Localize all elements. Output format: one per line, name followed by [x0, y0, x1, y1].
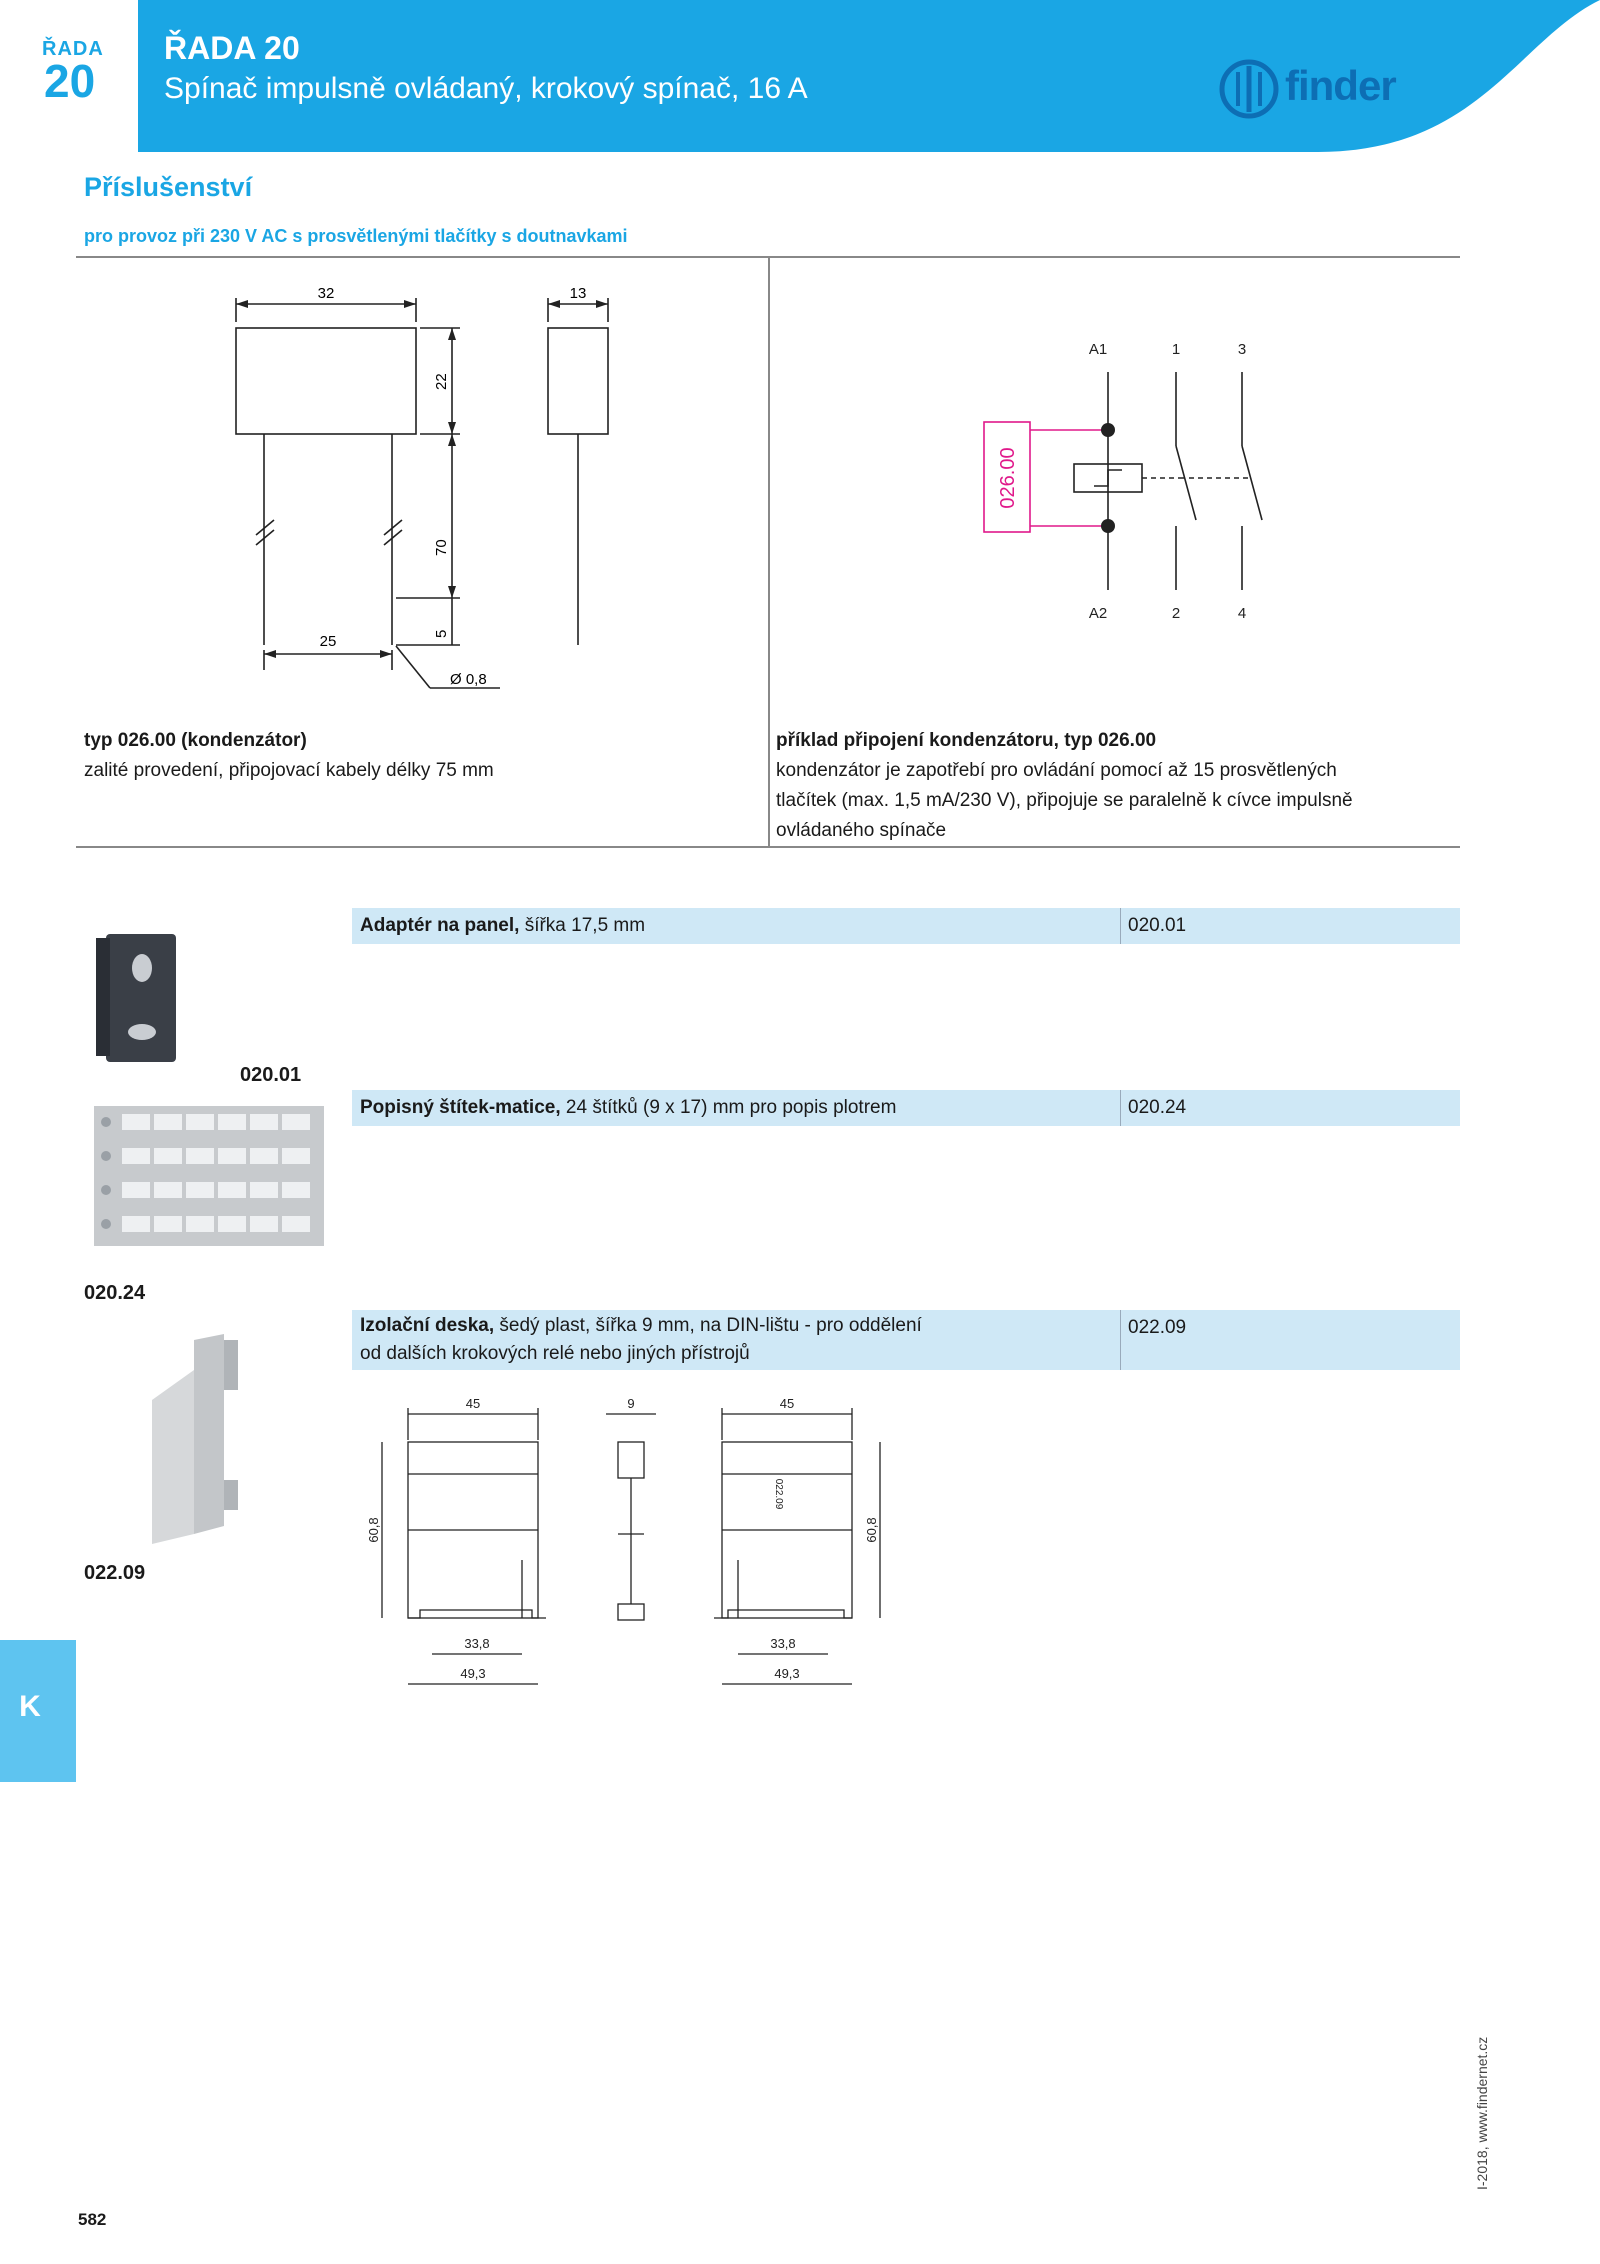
- dim-inner-left: 33,8: [464, 1636, 490, 1651]
- dim-diameter: Ø 0,8: [450, 671, 487, 688]
- accessory-row: [352, 908, 1460, 944]
- dim-outer-left: 49,3: [460, 1666, 486, 1681]
- panel-adapter-image: [96, 928, 196, 1068]
- dim-depth: 13: [569, 285, 587, 302]
- dim-pitch: 25: [319, 633, 337, 650]
- dim-plate-thickness: 9: [627, 1396, 635, 1411]
- section-tab-label: K: [19, 1690, 41, 1723]
- image-label: 020.24: [84, 1282, 146, 1304]
- dim-inner-right: 33,8: [770, 1636, 796, 1651]
- dim-outer-right: 49,3: [774, 1666, 800, 1681]
- image-label: 022.09: [84, 1562, 146, 1584]
- accessory-row: [352, 1090, 1460, 1126]
- accessory-text: Izolační deska, šedý plast, šířka 9 mm, na DIN-lištu - pro oddělení od dalších krokových relé nebo jiných přístrojů: [360, 1315, 922, 1364]
- page-number: 582: [78, 2210, 107, 2229]
- capacitor-info: [84, 726, 494, 786]
- series-label: ŘADA: [42, 38, 104, 60]
- connection-line-3: ovládaného spínače: [776, 820, 947, 841]
- page-title: ŘADA 20: [164, 30, 300, 66]
- capacitor-title: typ 026.00 (kondenzátor): [84, 730, 307, 751]
- terminal-3: 3: [1237, 341, 1247, 358]
- finder-logo-icon: [1218, 58, 1280, 120]
- terminal-2: 2: [1171, 605, 1181, 622]
- capacitor-desc: zalité provedení, připojovací kabely délky 75 mm: [84, 760, 494, 781]
- accessory-code: 022.09: [1128, 1317, 1187, 1338]
- capacitor-label: 026.00: [997, 447, 1019, 509]
- capacitor-dimension-drawing: [220, 270, 640, 710]
- footer-text: I-2018, www.findernet.cz: [1474, 2036, 1490, 2190]
- accessory-text: Adaptér na panel, šířka 17,5 mm: [360, 915, 646, 936]
- wiring-diagram: [970, 330, 1270, 640]
- section-title: Příslušenství: [84, 172, 253, 202]
- plate-part-text: 022.09: [773, 1478, 784, 1510]
- section-subtitle: pro provoz při 230 V AC s prosvětlenými tlačítky s doutnavkami: [84, 226, 628, 246]
- marker-tag-sheet-image: [86, 1100, 346, 1260]
- connection-line-2: tlačítek (max. 1,5 mA/230 V), připojuje se paralelně k cívce impulsně: [776, 790, 1353, 811]
- divider: [76, 846, 1460, 848]
- dim-plate-height-left: 60,8: [366, 1517, 381, 1543]
- page-subtitle: Spínač impulsně ovládaný, krokový spínač, 16 A: [164, 72, 808, 105]
- accessory-text: Popisný štítek-matice, 24 štítků (9 x 17) mm pro popis plotrem: [360, 1097, 897, 1118]
- accessory-code: 020.01: [1128, 915, 1187, 936]
- insulating-plate-dimension-drawing: [356, 1384, 916, 1704]
- brand-name: finder: [1285, 62, 1396, 109]
- connection-info: [776, 726, 1353, 846]
- insulating-plate-image: [144, 1330, 284, 1550]
- terminal-a2: A2: [1088, 605, 1108, 622]
- dim-plate-width-left: 45: [465, 1396, 481, 1411]
- dim-lead-end: 5: [433, 629, 450, 638]
- series-number: 20: [44, 55, 96, 107]
- dim-plate-height-right: 60,8: [864, 1517, 879, 1543]
- dim-plate-width-right: 45: [779, 1396, 795, 1411]
- terminal-a1: A1: [1088, 341, 1108, 358]
- dim-height: 22: [433, 373, 450, 390]
- connection-title: příklad připojení kondenzátoru, typ 026.00: [776, 730, 1157, 751]
- terminal-1: 1: [1171, 341, 1181, 358]
- accessory-code: 020.24: [1128, 1097, 1187, 1118]
- column-divider: [768, 256, 770, 848]
- terminal-4: 4: [1237, 605, 1247, 622]
- connection-line-1: kondenzátor je zapotřebí pro ovládání pomocí až 15 prosvětlených: [776, 760, 1337, 781]
- accessory-row: [352, 1310, 1460, 1370]
- dim-lead-length: 70: [433, 539, 450, 556]
- dim-width: 32: [317, 285, 335, 302]
- image-label: 020.01: [240, 1064, 302, 1086]
